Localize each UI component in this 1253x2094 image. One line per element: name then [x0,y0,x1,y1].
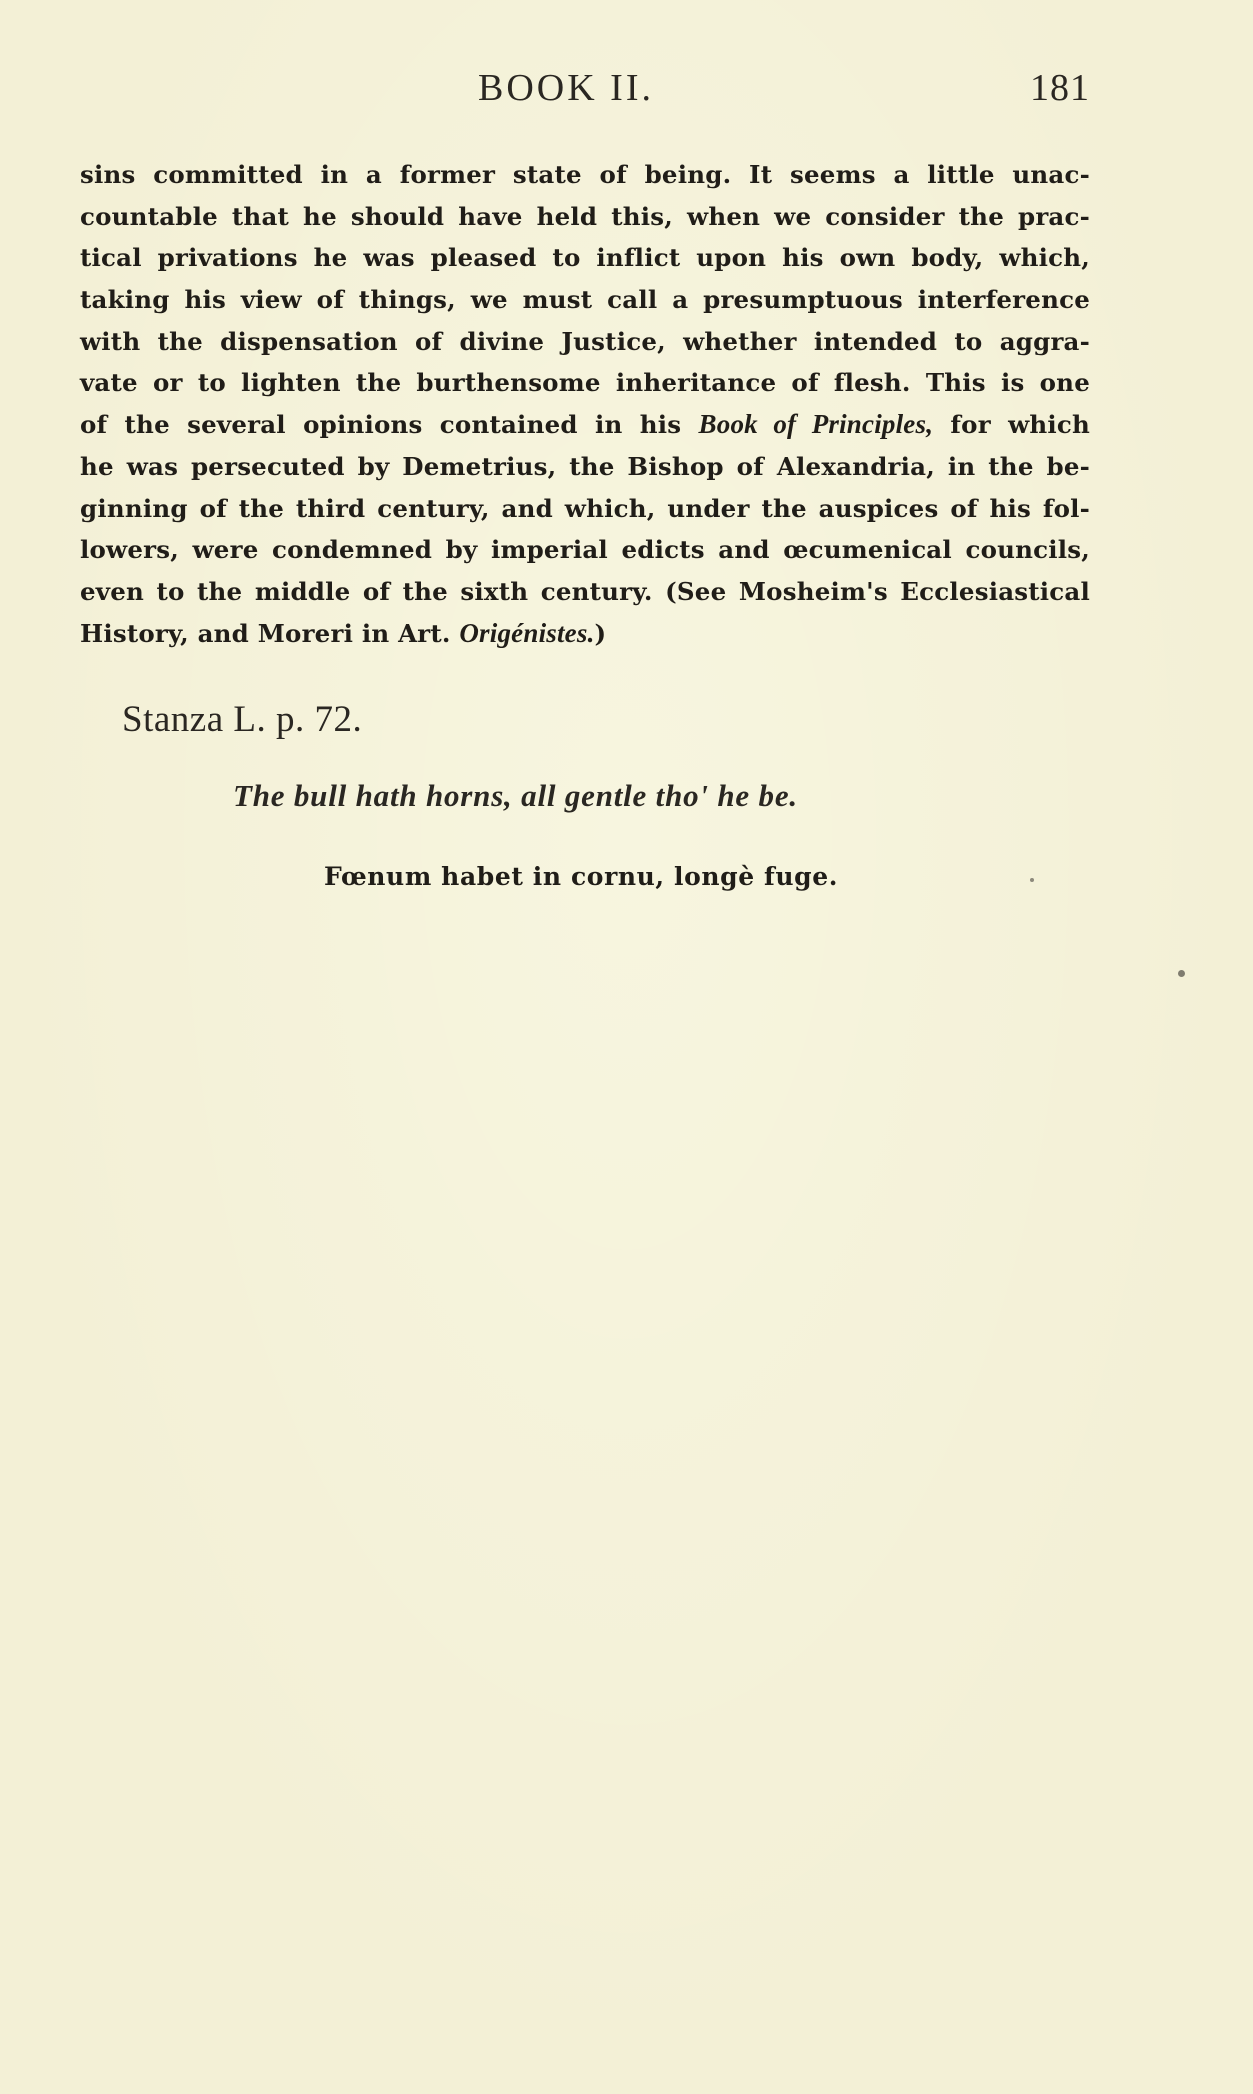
stanza-reference: Stanza L. p. 72. [122,699,363,740]
text-fragment: History, and Moreri in Art. [80,618,460,648]
latin-proverb: Fœnum habet in cornu, longè fuge. [324,862,839,891]
text-fragment: for which [933,410,1091,440]
quoted-line: The bull hath horns, all gentle tho' he be. [233,778,798,813]
text-line-with-title [80,404,1090,446]
text-line: with the dispensation of divine Justice, whether intended to aggra- [80,326,1090,356]
text-line-last [80,613,1090,655]
text-line: countable that he should have held this, when we consider the prac- [80,201,1090,231]
text-line: ginning of the third century, and which, under the auspices of his fol- [80,493,1090,523]
running-head-title: BOOK II. [478,67,654,109]
paper-speck [1030,878,1034,882]
text-fragment: of the several opinions contained in his [80,410,699,440]
text-line: tical privations he was pleased to inflict upon his own body, which, [80,243,1090,273]
text-line: lowers, were condemned by imperial edicts and œcumenical councils, [80,535,1090,565]
text-line: sins committed in a former state of being. It seems a little unac- [80,160,1090,189]
text-fragment: ) [594,618,607,648]
text-line: vate or to lighten the burthensome inheritance of flesh. This is one [80,368,1090,398]
text-line: he was persecuted by Demetrius, the Bishop of Alexandria, in the be- [80,451,1090,481]
paper-speck [1178,970,1185,977]
article-title: Origénistes. [459,617,595,648]
body-paragraph [80,154,1090,654]
page-number: 181 [1030,67,1090,109]
book-title: Book of Principles, [698,409,934,440]
text-line: even to the middle of the sixth century. (See Mosheim's Ecclesiastical [80,576,1090,606]
text-line: taking his view of things, we must call a presumptuous interference [80,285,1090,315]
running-head [80,66,1090,116]
